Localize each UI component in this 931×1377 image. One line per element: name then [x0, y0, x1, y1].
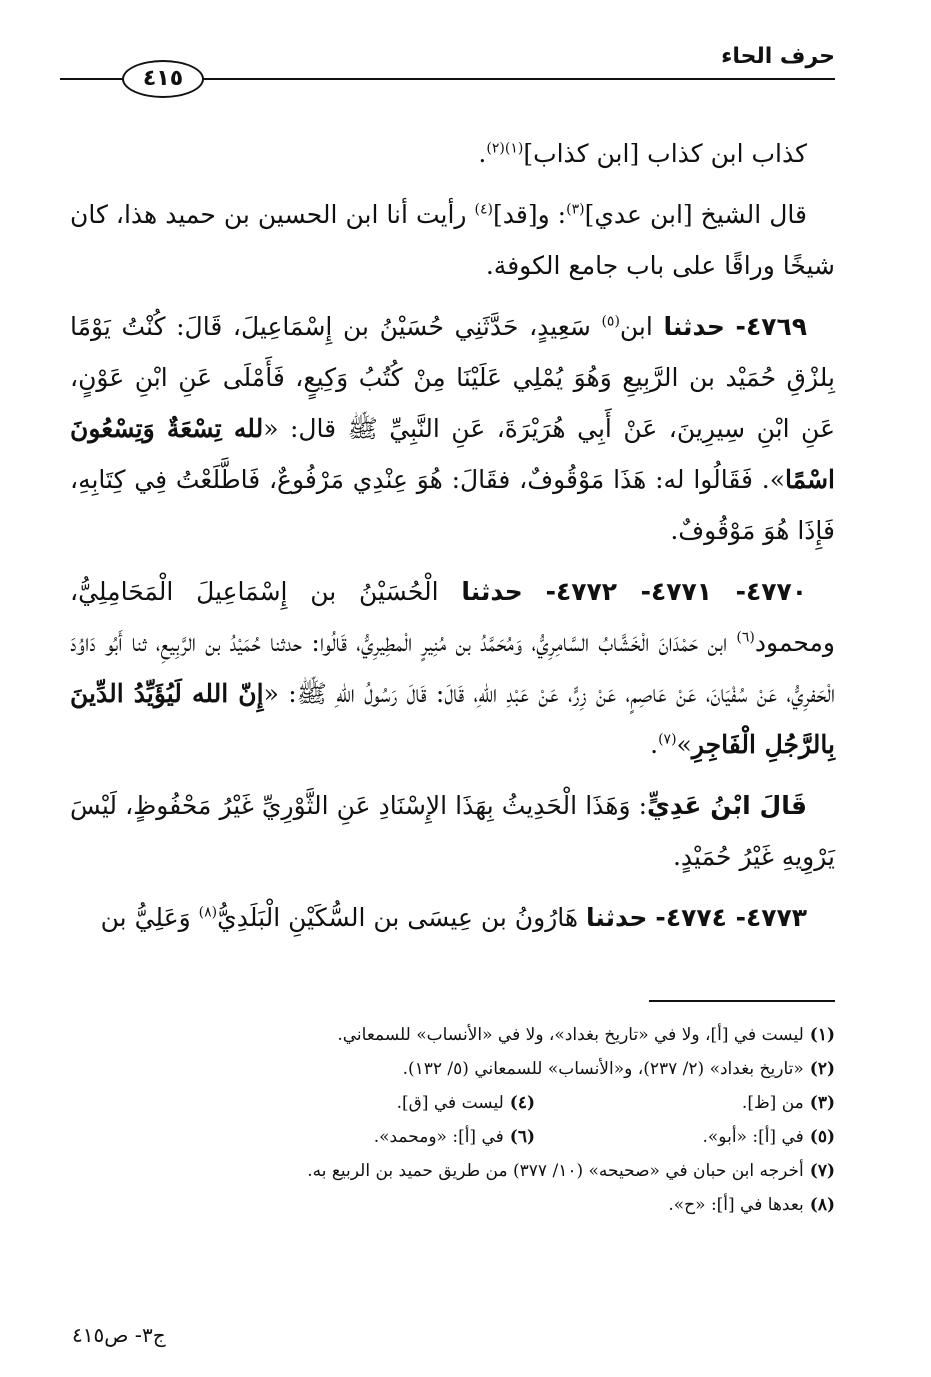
volume-page-label: ج٣- ص٤١٥	[72, 1323, 166, 1347]
hadith-4770: ٤٧٧٠- ٤٧٧١- ٤٧٧٢- حدثنا الْحُسَيْنُ بن إِسْمَاعِيلَ الْمَحَامِلِيُّ، ومحمود$^{(٦)}$ ابن حَمْدَانَ الْخَشَّابُ السَّامِرِيُّ، وَمُحَمَّدُ بن مُنِيرٍ الْمطِيرِيُّ، قَالُوا: حدثنا حُمَيْدُ بن الرَّبِيعِ، ثنا أَبُو دَاوُدَ الْحَفرِيُّ، عَنْ سُفْيَانَ، عَنْ عَاصِمٍ، عَنْ زِرٍّ، عَنْ عَبْدِ اللهِ، قَالَ: قَالَ رَسُولُ اللهِ ﷺ: «إِنّ الله لَيُؤَيِّدُ الدِّينَ بِالرَّجُلِ الْفَاجِرِ»$^{(٧)}$.	[70, 577, 835, 759]
footnote-separator	[649, 1000, 835, 1002]
hadith-quote: لله تِسْعَةٌ وَتِسْعُونَ اسْمًا	[70, 414, 835, 494]
footnote-1: (١) ليست في [أ]، ولا في «تاريخ بغداد»، ولا في «الأنساب» للسمعاني.	[337, 1025, 835, 1045]
hadith-number: ٤٧٧٠- ٤٧٧١- ٤٧٧٢-	[545, 577, 807, 606]
paragraph-1: كذاب ابن كذاب [ابن كذاب]$^{(١)(٢)}$.	[478, 139, 807, 168]
main-text	[70, 128, 835, 953]
hadith-4769: ٤٧٦٩- حدثنا ابن$^{(٥)}$ سَعِيدٍ، حَدَّثَنِي حُسَيْنُ بن إِسْمَاعِيلَ، قَالَ: كُنْتُ يَوْمًا بِلزْقِ حُمَيْد بن الرَّبِيعِ وَهُوَ يُمْلِي عَلَيْنَا مِنْ كُتُبُ وَكِيعٍ، فَأَمْلَى عَنِ ابْنِ عَوْنٍ، عَنِ ابْنِ سِيرِينَ، عَنْ أَبِي هُرَيْرَةَ، عَنِ النَّبِيِّ ﷺ قال: «لله تِسْعَةٌ وَتِسْعُونَ اسْمًا». فَقَالُوا له: هَذَا مَوْقُوفٌ، فقَالَ: هُوَ عِنْدِي مَرْفُوعٌ، فَاطَّلَعْتُ فِي كِتَابِهِ، فَإِذَا هُوَ مَوْقُوفٌ.	[70, 312, 835, 545]
comment-lead: قَالَ ابْنُ عَدِيٍّ	[647, 791, 807, 820]
footnote-row	[70, 1086, 835, 1120]
hadith-4773: ٤٧٧٣- ٤٧٧٤- حدثنا هَارُونُ بن عِيسَى بن السُّكَيْنِ الْبَلَدِيُّ$^{(٨)}$ وَعَلِيُّ بن	[100, 903, 807, 932]
footnote-ref: (٦)	[736, 629, 755, 646]
hadith-lead: حدثنا	[586, 903, 648, 932]
footnote-8: (٨) بعدها في [أ]: «ح».	[668, 1195, 835, 1215]
ibn-adi-comment: قَالَ ابْنُ عَدِيٍّ: وَهَذَا الْحَدِيثُ بِهَذَا الإِسْنَادِ عَنِ الثَّوْرِيِّ غَيْرُ مَحْفُوظٍ، لَيْسَ يَرْوِيهِ غَيْرُ حُمَيْدٍ.	[70, 791, 835, 871]
hadith-number: ٤٧٧٣- ٤٧٧٤-	[655, 903, 807, 932]
page-number: ٤١٥	[122, 60, 204, 98]
hadith-lead: حدثنا	[461, 577, 523, 606]
footnote-3: (٣) من [ظ].	[741, 1093, 835, 1113]
footnote-4: (٤) ليست في [ق].	[396, 1093, 535, 1113]
footnote-ref: (٧)	[658, 731, 677, 748]
footnote-2: (٢) «تاريخ بغداد» (٢/ ٢٣٧)، و«الأنساب» للسمعاني (٥/ ١٣٢).	[402, 1059, 835, 1079]
footnote-ref: (١)(٢)	[486, 140, 524, 157]
footnote-7: (٧) أخرجه ابن حبان في «صحيحه» (١٠/ ٣٧٧) من طريق حميد بن الربيع به.	[307, 1161, 835, 1181]
footnotes	[70, 1018, 835, 1222]
footnote-ref: (٥)	[601, 313, 620, 330]
hadith-lead: حدثنا	[663, 312, 725, 341]
page-header	[60, 40, 835, 92]
footnote-6: (٦) في [أ]: «ومحمد».	[373, 1127, 535, 1147]
hadith-number: ٤٧٦٩-	[735, 312, 807, 341]
footnote-ref: (٤)	[474, 201, 493, 218]
running-title: حرف الحاء	[721, 44, 835, 69]
paragraph-2: قال الشيخ [ابن عدي]$^{(٣)}$: و[قد]$^{(٤)}$ رأيت أنا ابن الحسين بن حميد هذا، كان شيخًا وراقًا على باب جامع الكوفة.	[70, 200, 835, 280]
footnote-row	[70, 1120, 835, 1154]
hadith-quote: إِنّ الله لَيُؤَيِّدُ الدِّينَ بِالرَّجُلِ الْفَاجِرِ	[70, 679, 835, 759]
footnote-5: (٥) في [أ]: «أبو».	[702, 1127, 835, 1147]
footnote-ref: (٣)	[566, 201, 585, 218]
footnote-ref: (٨)	[198, 904, 218, 921]
